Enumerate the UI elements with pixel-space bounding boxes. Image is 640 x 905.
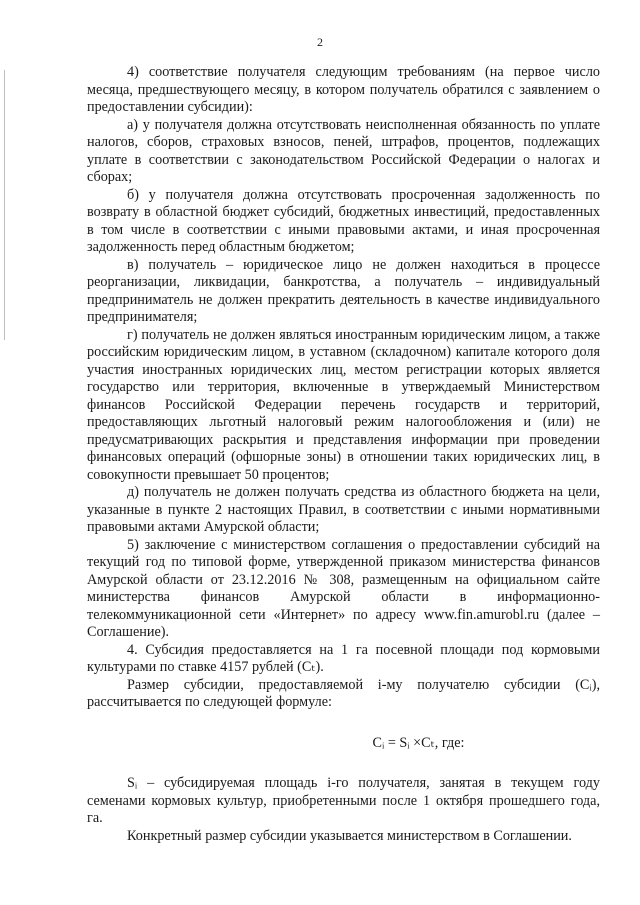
paragraph-requirements: 4) соответствие получателя следующим требованиям (на первое число месяца, предшествующего месяцу, в котором получатель обратился с заявлением о предоставлении субсидии): [87,64,600,115]
paragraph-g: г) получатель не должен являться иностранным юридическим лицом, а также российским юридическим лицом, в уставном (складочном) капитале которого доля участия иностранных юридических лиц, местом регистрации которых является государство или территория, включенные в утверждаемый Министерством финансов Российской Федерации перечень государств и территорий, предоставляющих льготный налоговый режим налогообложения и (или) не предусматривающих раскрытия и представления информации при проведении финансовых операций (офшорные зоны) в отношении таких юридических лиц, в совокупности превышает 50 процентов; [87,326,600,483]
document-body [87,64,600,845]
paragraph-4-subsidy-rate: 4. Субсидия предоставляется на 1 га посевной площади под кормовыми культурами по ставке 4157 рублей (Cₜ). [87,641,600,675]
scan-edge-line [4,70,5,340]
subsidy-formula: Cᵢ = Sᵢ ×Cₜ, где: [372,734,465,751]
paragraph-b: б) у получателя должна отсутствовать просроченная задолженность по возврату в областной бюджет субсидий, бюджетных инвестиций, предоставленных в том числе в соответствии с иными правовыми актами, и иная просроченная задолженность перед областным бюджетом; [87,186,600,255]
paragraph-a: а) у получателя должна отсутствовать неисполненная обязанность по уплате налогов, сборов, страховых взносов, пеней, штрафов, процентов, подлежащих уплате в соответствии с законодательством Российской Федерации о налогах и сборах; [87,116,600,185]
paragraph-5: 5) заключение с министерством соглашения о предоставлении субсидий на текущий год по типовой форме, утвержденной приказом министерства финансов Амурской области от 23.12.2016 № 308, размещенным на официальном сайте министерства финансов Амурской области в информационно-телекоммуникационной сети «Интернет» по адресу www.fin.amurobl.ru (далее – Соглашение). [87,536,600,640]
page-number: 2 [317,35,323,49]
paragraph-agreement: Конкретный размер субсидии указывается министерством в Соглашении. [127,827,572,844]
paragraph-d: д) получатель не должен получать средства из областного бюджета на цели, указанные в пункте 2 настоящих Правил, в соответствии с иными нормативными правовыми актами Амурской области; [87,484,600,535]
paragraph-subsidy-size: Размер субсидии, предоставляемой i-му получателю субсидии (Cᵢ), рассчитывается по следующей формуле: [87,676,600,710]
paragraph-v: в) получатель – юридическое лицо не должен находиться в процессе реорганизации, ликвидации, банкротства, а получатель – индивидуальный предприниматель не должен прекратить деятельность в качестве индивидуального предпринимателя; [87,256,600,325]
paragraph-area-definition: Sᵢ – субсидируемая площадь i-го получателя, занятая в текущем году семенами кормовых культур, приобретенными после 1 октября прошедшего года, га. [87,775,600,826]
